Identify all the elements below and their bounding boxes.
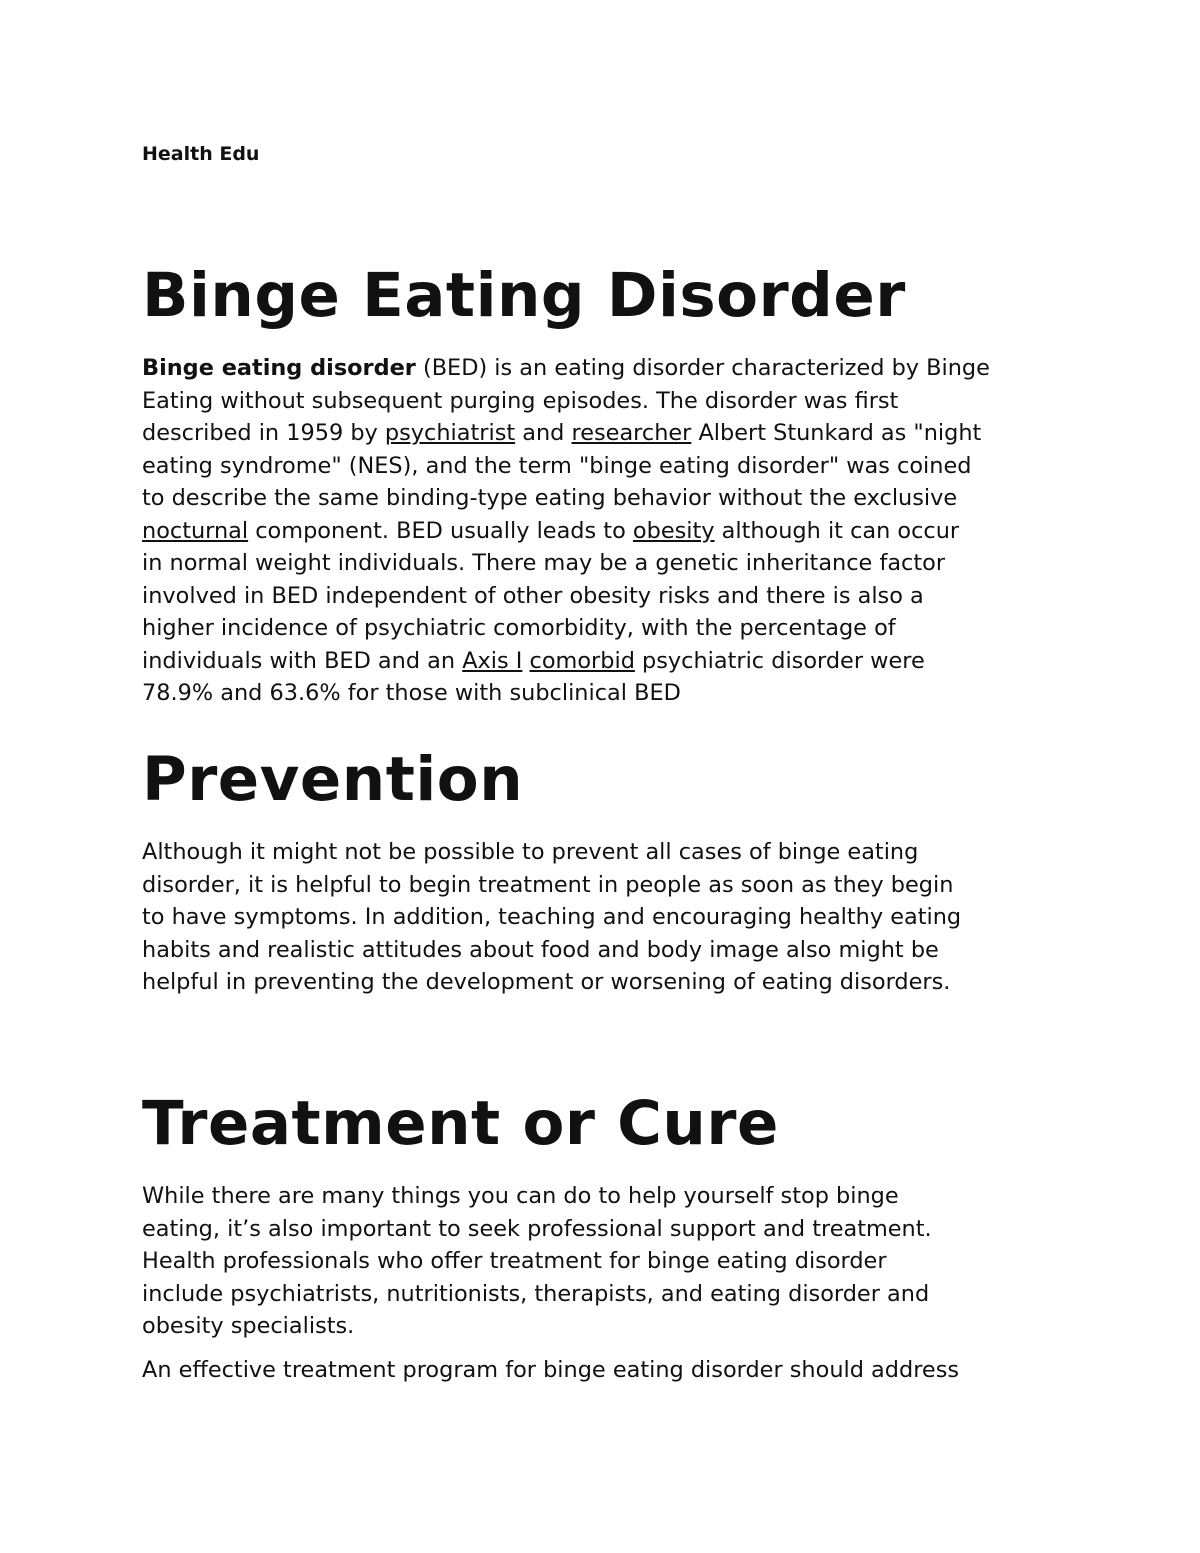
text-span: psychiatric disorder were bbox=[634, 647, 925, 674]
text-line: habits and realistic attitudes about food and body image also might be bbox=[142, 936, 939, 963]
text-line: include psychiatrists, nutritionists, therapists, and eating disorder and bbox=[142, 1280, 930, 1307]
text-line: 78.9% and 63.6% for those with subclinical BED bbox=[142, 680, 681, 706]
heading-prevention: Prevention bbox=[142, 744, 524, 815]
text-line bbox=[142, 515, 990, 548]
text-line: higher incidence of psychiatric comorbidity, with the percentage of bbox=[142, 615, 896, 641]
text-line bbox=[142, 352, 990, 385]
text-line: involved in BED independent of other obesity risks and there is also a bbox=[142, 582, 924, 609]
page-header: Health Edu bbox=[142, 143, 260, 165]
paragraph-bed-definition bbox=[142, 352, 990, 710]
text-span: (BED) is an eating disorder characterized by Binge bbox=[415, 355, 990, 381]
text-span: individuals with BED and an bbox=[142, 647, 463, 674]
text-line: While there are many things you can do to help yourself stop binge bbox=[142, 1183, 899, 1209]
text-line: Eating without subsequent purging episodes. The disorder was first bbox=[142, 387, 899, 414]
heading-binge-eating-disorder: Binge Eating Disorder bbox=[142, 260, 906, 331]
link-axis-i[interactable]: Axis I bbox=[462, 647, 523, 674]
text-span bbox=[522, 648, 529, 674]
text-line: eating, it’s also important to seek professional support and treatment. bbox=[142, 1215, 932, 1242]
link-nocturnal[interactable]: nocturnal bbox=[142, 517, 249, 544]
heading-treatment-or-cure: Treatment or Cure bbox=[142, 1088, 779, 1159]
link-psychiatrist[interactable]: psychiatrist bbox=[384, 420, 516, 446]
text-line: An effective treatment program for binge eating disorder should address bbox=[142, 1357, 960, 1383]
text-line: helpful in preventing the development or worsening of eating disorders. bbox=[142, 969, 951, 995]
text-line bbox=[142, 417, 990, 450]
text-line: disorder, it is helpful to begin treatment in people as soon as they begin bbox=[142, 871, 954, 898]
text-span: although it can occur bbox=[714, 517, 960, 544]
link-comorbid[interactable]: comorbid bbox=[529, 647, 635, 674]
link-researcher[interactable]: researcher bbox=[571, 420, 692, 446]
paragraph-treatment bbox=[142, 1180, 932, 1343]
text-span: and bbox=[515, 420, 572, 446]
paragraph-prevention bbox=[142, 836, 961, 999]
text-line: to describe the same binding-type eating behavior without the exclusive bbox=[142, 485, 958, 511]
link-obesity[interactable]: obesity bbox=[632, 517, 715, 544]
text-line: to have symptoms. In addition, teaching and encouraging healthy eating bbox=[142, 904, 962, 930]
text-line: eating syndrome" (NES), and the term "binge eating disorder" was coined bbox=[142, 452, 972, 479]
text-line: in normal weight individuals. There may be a genetic inheritance factor bbox=[142, 550, 946, 576]
text-span: component. BED usually leads to bbox=[248, 517, 633, 544]
paragraph-treatment-program bbox=[142, 1354, 959, 1387]
text-span: Albert Stunkard as "night bbox=[691, 420, 982, 446]
text-line: Although it might not be possible to prevent all cases of binge eating bbox=[142, 839, 919, 865]
text-span: described in 1959 by bbox=[142, 420, 385, 446]
text-line: Health professionals who offer treatment for binge eating disorder bbox=[142, 1248, 887, 1274]
text-line: obesity specialists. bbox=[142, 1313, 355, 1339]
bold-term: Binge eating disorder bbox=[142, 355, 416, 381]
text-line bbox=[142, 645, 990, 678]
